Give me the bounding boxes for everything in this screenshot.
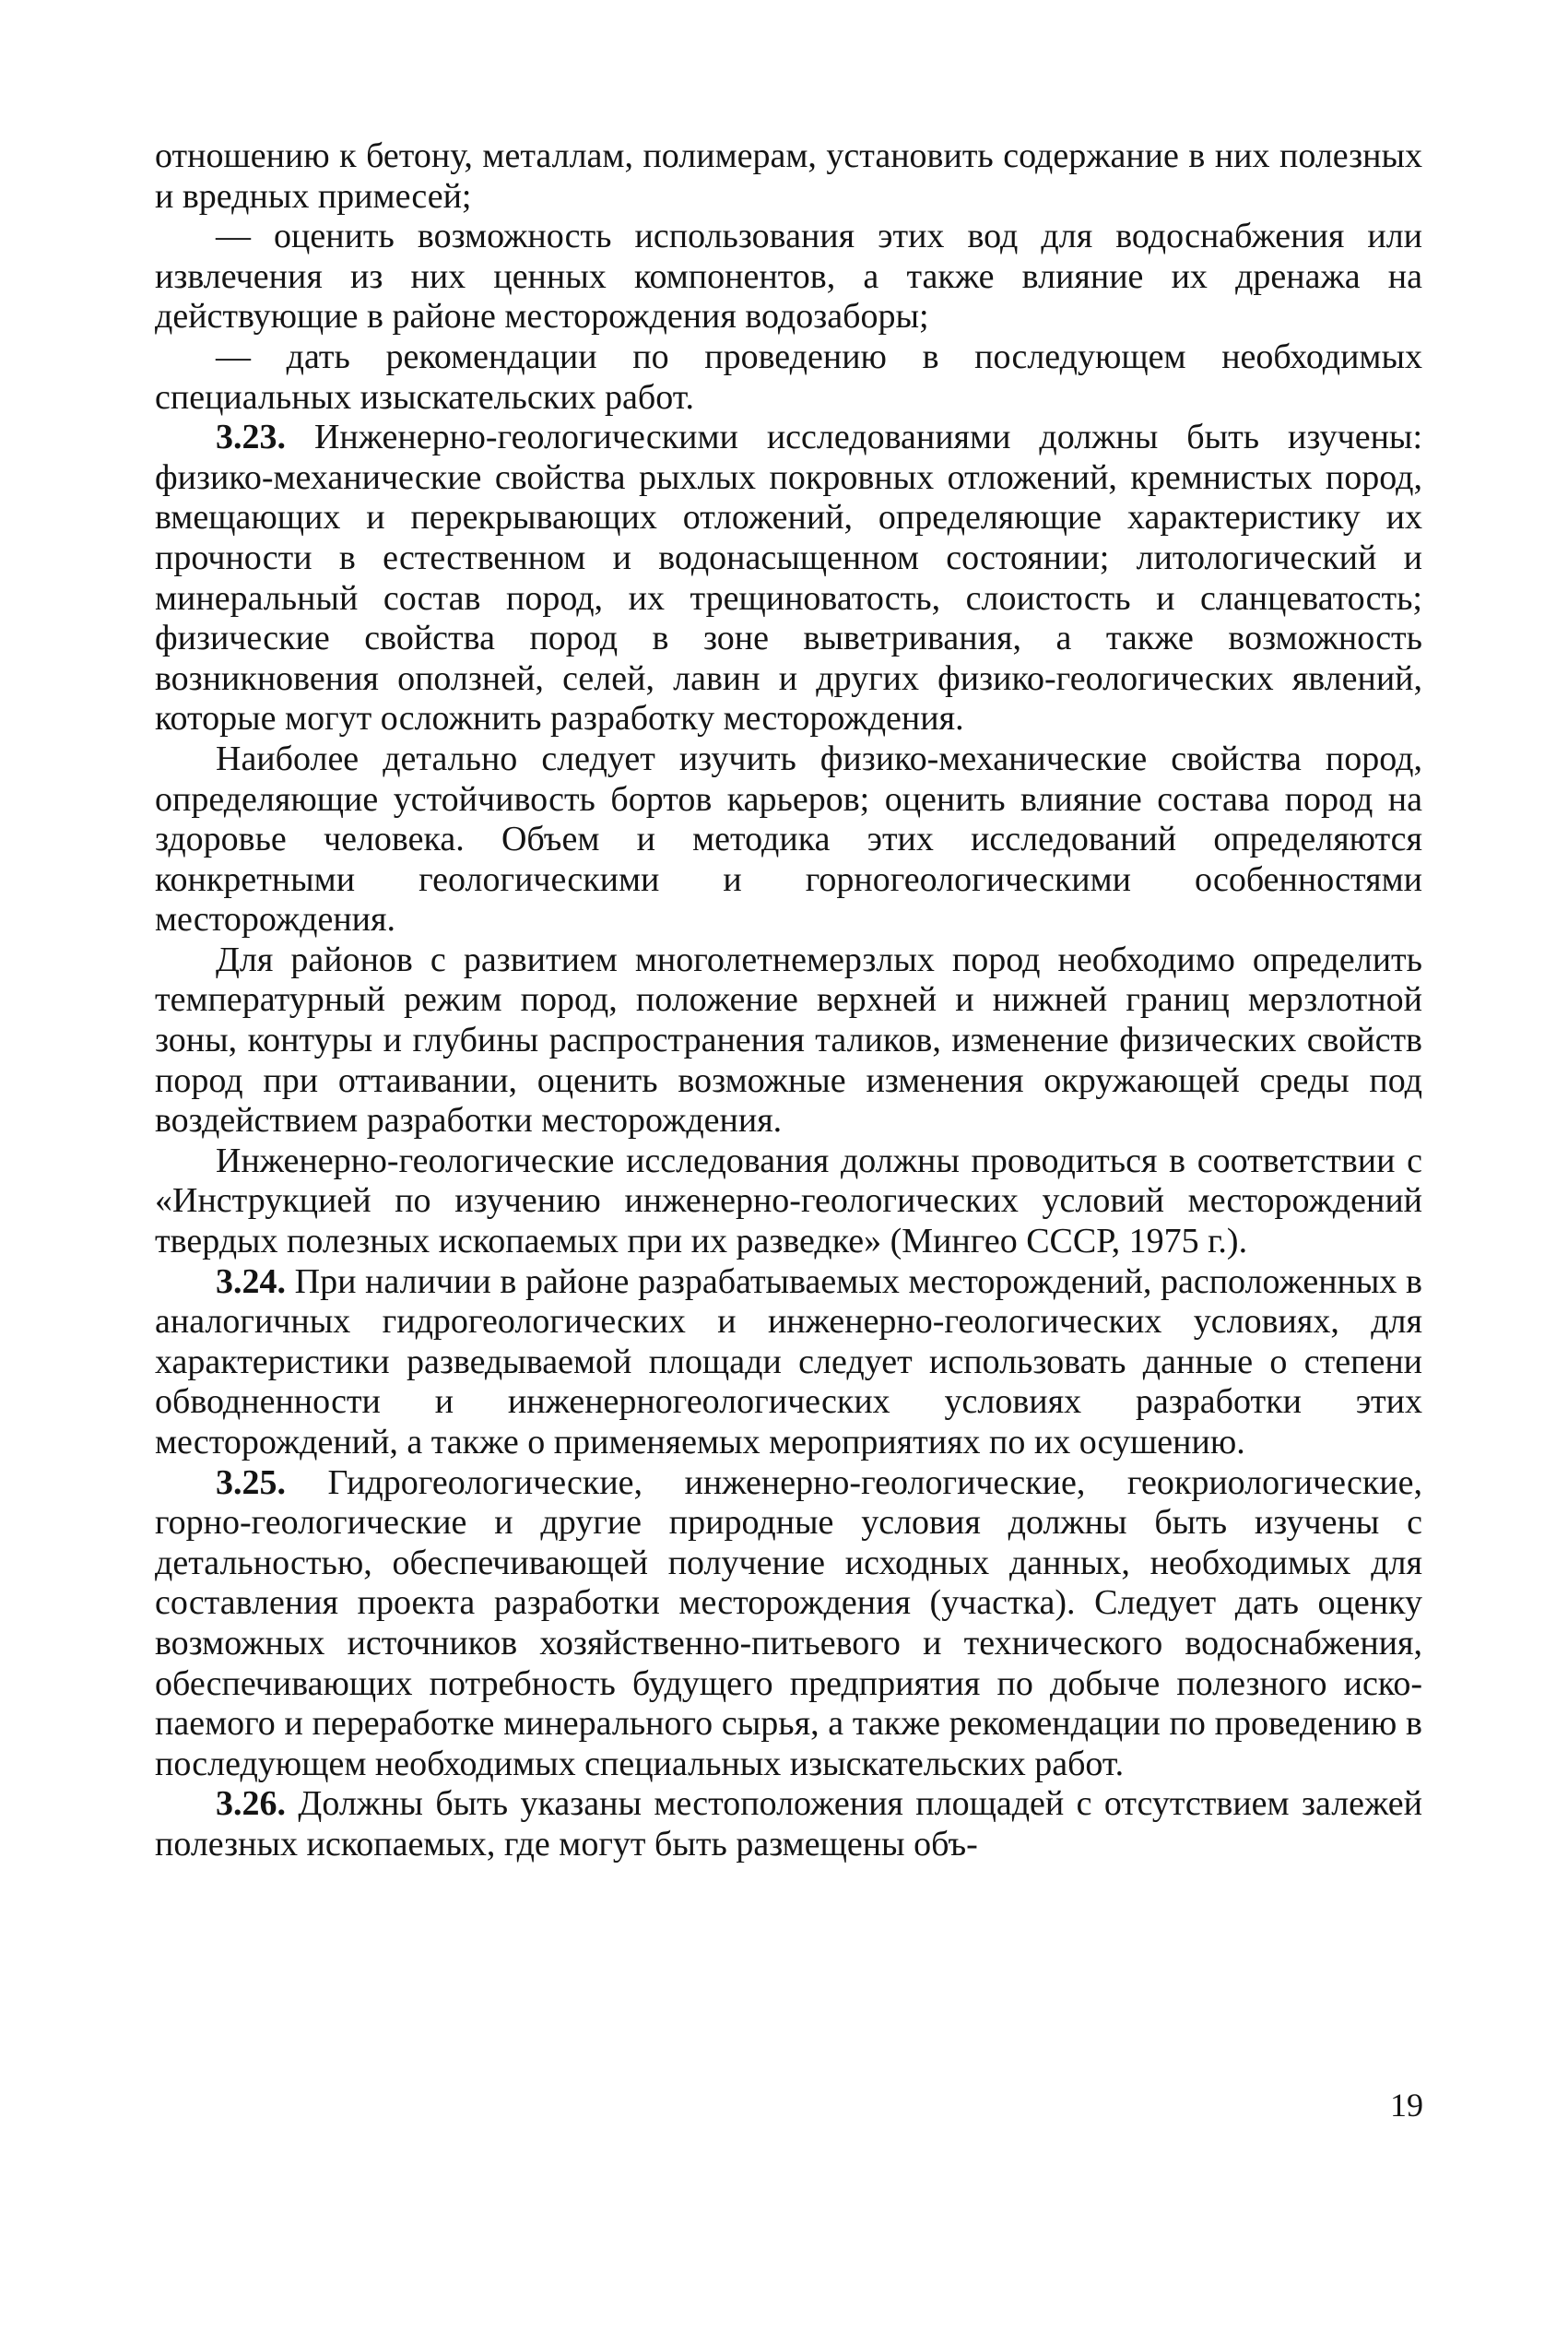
paragraph-text: Наиболее детально следует изучить физико-механические свойства пород, определяющие устойчивость бортов карьеров; оценить влияние состава пород на здоровье человека. Объем и методика этих исследований определяются конкретными геологическими и горногеологическими особенностями месторождения. [155, 739, 1422, 940]
paragraph-text: — оценить возможность использования этих вод для водоснабжения или извлечения из них ценных компонентов, а также влияние их дренажа на действующие в районе месторождения водозаборы; [155, 217, 1422, 337]
section-number: 3.25. [216, 1462, 286, 1502]
paragraph-text: Гидрогеологические, инженерно-геологические, геокриологические, горно-геологические и другие природные условия должны быть изучены с детальностью, обеспечивающей получение исходных данных, необходимых для составления проекта разработки месторождения (участка). Следует дать оценку возможных источников хозяйственно-питьевого и технического водоснабжения, обеспечивающих потребность будущего предприятия по добыче полезного ископаемого и переработке минерального сырья, а также рекомендации по проведению в последующем необходимых специальных изыскательских работ. [155, 1462, 1422, 1783]
paragraph-4 [155, 418, 1422, 740]
paragraph-8 [155, 1262, 1422, 1463]
paragraph-7 [155, 1142, 1422, 1262]
paragraph-text: Должны быть указаны местоположения площадей с отсутствием залежей полезных ископаемых, где могут быть размещены объ- [155, 1784, 1422, 1864]
paragraph-3 [155, 337, 1422, 418]
paragraph-6 [155, 941, 1422, 1142]
paragraph-text: Инженерно-геологические исследования должны проводиться в соответствии с «Инструкцией по изучению инженерно-геологических условий месторождений твердых полезных ископаемых при их разведке» (Мингео СССР, 1975 г.). [155, 1141, 1422, 1261]
paragraph-text: Инженерно-геологическими исследованиями должны быть изучены: физико-механические свойства рыхлых покровных отложений, кремнистых пород, вмещающих и перекрывающих отложений, определяющие характеристику их прочности в естественном и водонасыщенном состоянии; литологический и минеральный состав пород, их трещиноватость, слоистость и сланцеватость; физические свойства пород в зоне выветривания, а также возможность возникновения оползней, селей, лавин и других физико-геологических явлений, которые могут осложнить разработку месторождения. [155, 418, 1422, 739]
paragraph-9 [155, 1463, 1422, 1785]
paragraph-2 [155, 217, 1422, 337]
section-number: 3.26. [216, 1784, 286, 1824]
paragraph-10 [155, 1784, 1422, 1864]
paragraph-5 [155, 740, 1422, 941]
section-number: 3.24. [216, 1261, 286, 1301]
paragraph-text: отношению к бетону, металлам, полимерам, установить содержание в них полезных и вредных примесей; [155, 136, 1422, 216]
paragraph-1 [155, 136, 1422, 217]
page-number: 19 [1390, 2087, 1423, 2124]
section-number: 3.23. [216, 418, 286, 457]
document-body [155, 136, 1422, 1865]
paragraph-text: — дать рекомендации по проведению в последующем необходимых специальных изыскательских работ. [155, 337, 1422, 417]
paragraph-text: При наличии в районе разрабатываемых месторождений, расположенных в аналогичных гидрогеологических и инженерно-геологических условиях, для характеристики разведываемой площади следует использовать данные о степени обводненности и инженерногеологических условиях разработки этих месторождений, а также о применяемых мероприятиях по их осушению. [155, 1261, 1422, 1461]
paragraph-text: Для районов с развитием многолетнемерзлых пород необходимо определить температурный режим пород, положение верхней и нижней границ мерзлотной зоны, контуры и глубины распространения таликов, изменение физических свойств пород при оттаивании, оценить возможные изменения окружающей среды под воздействием разработки месторождения. [155, 940, 1422, 1141]
